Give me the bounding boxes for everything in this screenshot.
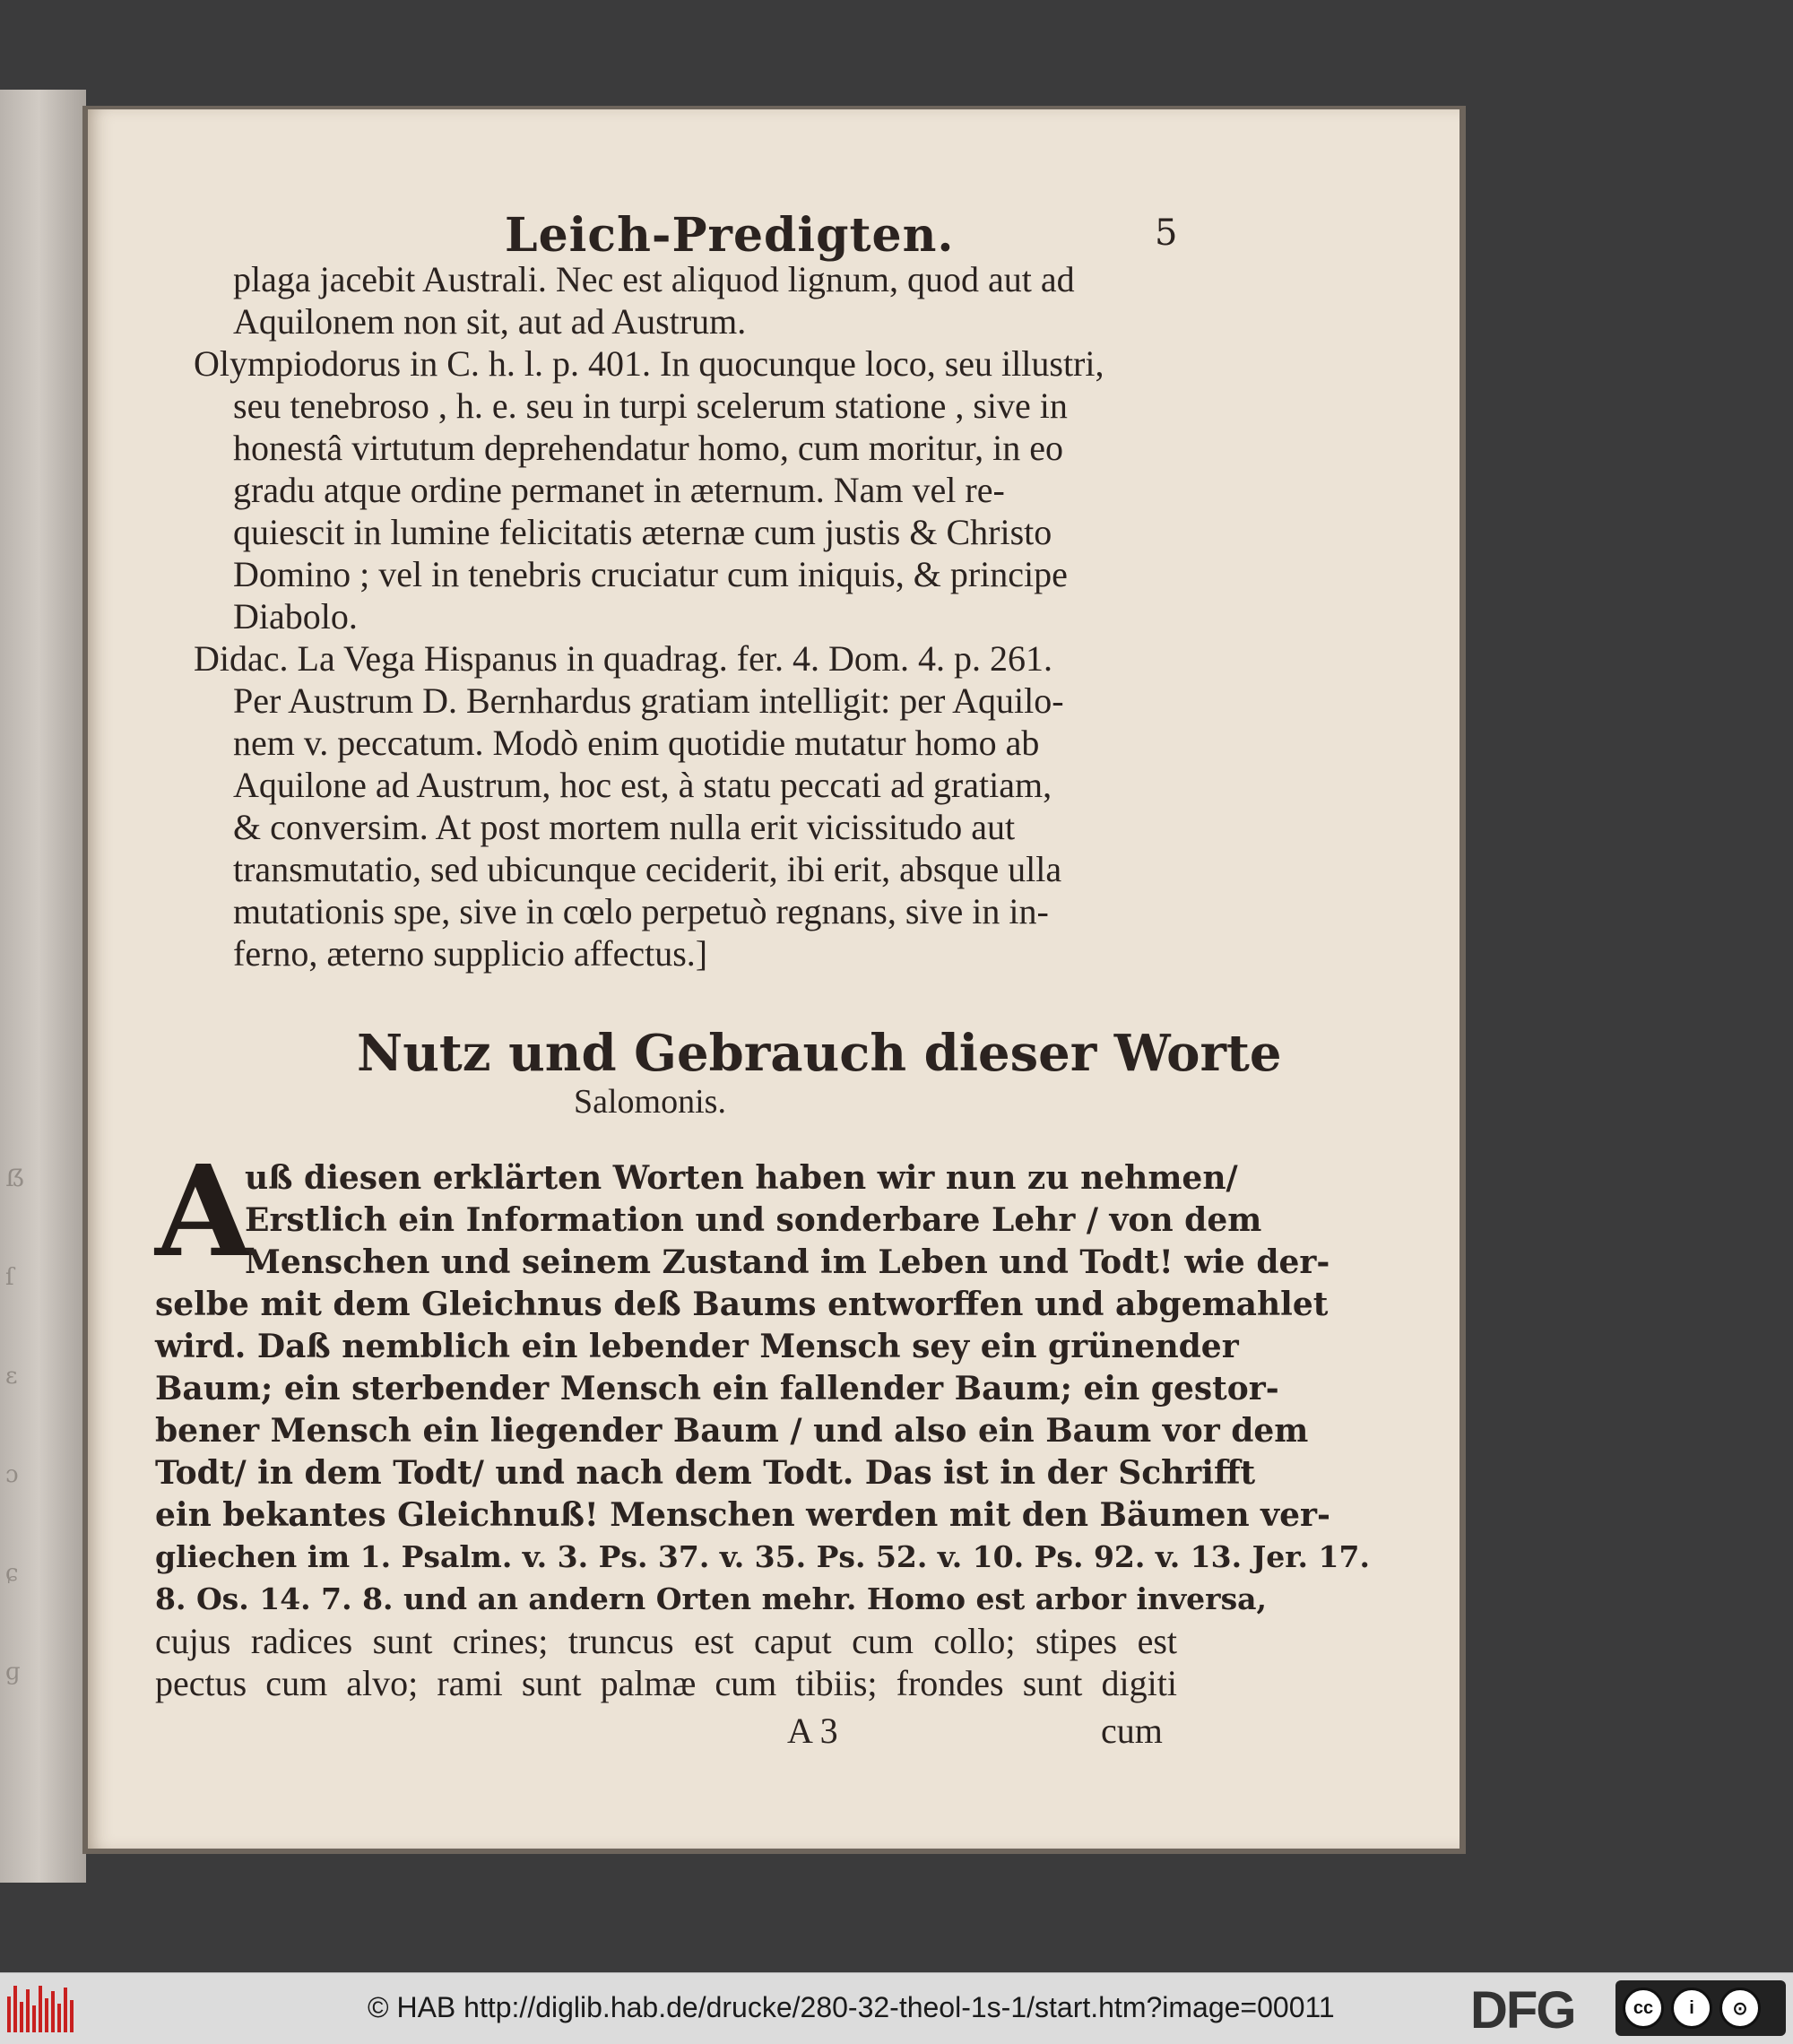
text-line: cujus radices sunt crines; truncus est caput cum collo; stipes est [155, 1621, 1177, 1661]
text-line: Todt/ in dem Todt/ und nach dem Todt. Das ist in der Schrifft [155, 1454, 1256, 1492]
text-line: honestâ virtutum deprehendatur homo, cum moritur, in eo [233, 428, 1063, 468]
text-line: uß diesen erklärten Worten haben wir nun zu nehmen/ [245, 1159, 1238, 1197]
text-line: & conversim. At post mortem nulla erit vicissitudo aut [233, 807, 1016, 847]
text-line: Aquilonem non sit, aut ad Austrum. [233, 301, 747, 342]
text-line: wird. Daß nemblich ein lebender Mensch sey ein grünender [155, 1328, 1239, 1365]
text-line: Baum; ein sterbender Mensch ein fallender Baum; ein gestor- [155, 1370, 1279, 1407]
previous-page-edge: ẞ ſ ɛ ɔ ɕ ɡ [0, 90, 86, 1883]
text-line: pectus cum alvo; rami sunt palmæ cum tibiis; frondes sunt digiti [155, 1663, 1177, 1703]
text-line: plaga jacebit Australi. Nec est aliquod lignum, quod aut ad [233, 259, 1075, 299]
text-line: nem v. peccatum. Modò enim quotidie mutatur homo ab [233, 723, 1040, 763]
scanned-page [88, 109, 1460, 1849]
text-line: Diabolo. [233, 596, 358, 637]
text-line: 8. Os. 14. 7. 8. und an andern Orten mehr. Homo est arbor inversa, [155, 1581, 1268, 1616]
catchword: cum [1101, 1711, 1163, 1751]
copyright-link[interactable]: © HAB http://diglib.hab.de/drucke/280-32-theol-1s-1/start.htm?image=00011 [368, 1991, 1335, 2023]
text-line: transmutatio, sed ubicunque ceciderit, ibi erit, absque ulla [233, 849, 1062, 889]
text-line: gliechen im 1. Psalm. v. 3. Ps. 37. v. 35. Ps. 52. v. 10. Ps. 92. v. 13. Jer. 17. [155, 1539, 1370, 1574]
section-subheading: Salomonis. [574, 1083, 726, 1121]
page-number: 5 [1155, 212, 1178, 254]
text-line: Menschen und seinem Zustand im Leben und Todt! wie der- [245, 1243, 1330, 1281]
cc-license-badge[interactable] [1615, 1980, 1786, 2036]
text-line: ein bekantes Gleichnuß! Menschen werden mit den Bäumen ver- [155, 1496, 1330, 1534]
section-heading: Nutz und Gebrauch dieser Worte [357, 1024, 1282, 1083]
hab-logo-icon [7, 1986, 77, 2032]
drop-cap: A [155, 1139, 253, 1286]
text-line: Erstlich ein Information und sonderbare Lehr / von dem [245, 1201, 1262, 1239]
attribution-bar [0, 1972, 1793, 2044]
text-line: ferno, æterno supplicio affectus.] [233, 933, 708, 974]
text-line: bener Mensch ein liegender Baum / und also ein Baum vor dem [155, 1412, 1309, 1450]
text-line: Olympiodorus in C. h. l. p. 401. In quocunque loco, seu illustri, [194, 343, 1104, 384]
dfg-logo: DFG [1470, 1981, 1575, 2040]
by-icon: i [1671, 1988, 1712, 2029]
text-line: gradu atque ordine permanet in æternum. Nam vel re- [233, 470, 1005, 510]
text-line: selbe mit dem Gleichnus deß Baums entworffen und abgemahlet [155, 1286, 1329, 1323]
text-line: quiescit in lumine felicitatis æternæ cum justis & Christo [233, 512, 1052, 552]
text-line: mutationis spe, sive in cœlo perpetuò regnans, sive in in- [233, 891, 1049, 931]
text-line: seu tenebroso , h. e. seu in turpi scelerum statione , sive in [233, 385, 1068, 426]
text-line: Didac. La Vega Hispanus in quadrag. fer. 4. Dom. 4. p. 261. [194, 638, 1052, 679]
running-header: Leich-Predigten. [505, 208, 955, 263]
text-line: Per Austrum D. Bernhardus gratiam intelligit: per Aquilo- [233, 680, 1064, 721]
text-line: Domino ; vel in tenebris cruciatur cum iniquis, & principe [233, 554, 1068, 594]
cc-icon: cc [1623, 1988, 1664, 2029]
sa-icon: ⊙ [1719, 1988, 1761, 2029]
text-line: Aquilone ad Austrum, hoc est, à statu peccati ad gratiam, [233, 765, 1052, 805]
signature-mark: A 3 [787, 1711, 838, 1751]
